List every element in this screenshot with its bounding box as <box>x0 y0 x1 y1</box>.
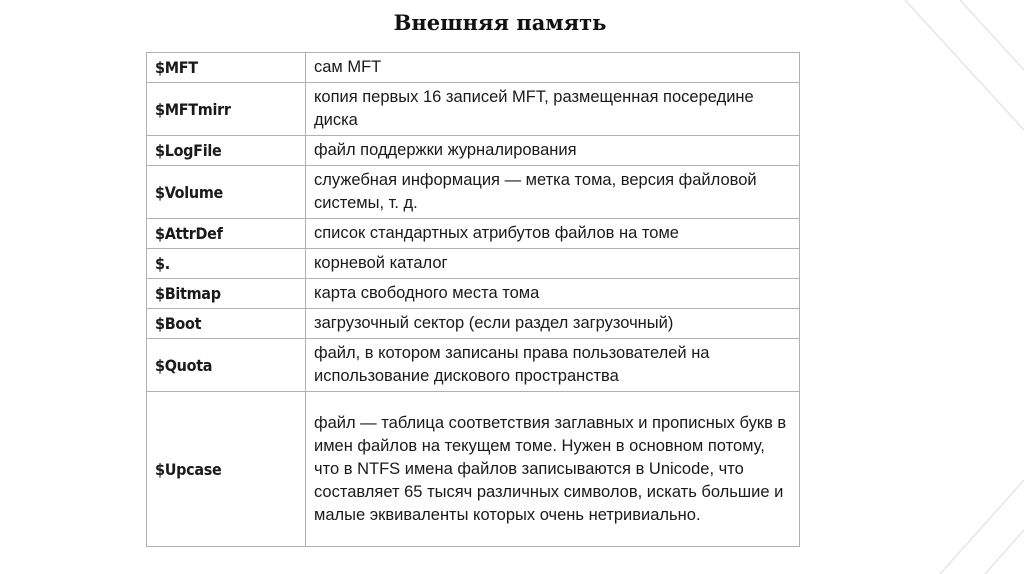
page-title: Внешняя память <box>393 10 607 35</box>
metafile-description: файл, в котором записаны права пользователей на использование дискового пространства <box>306 339 800 392</box>
table-row <box>147 136 800 166</box>
table-row <box>147 279 800 309</box>
metafile-name: $Upcase <box>147 392 306 547</box>
table-row <box>147 392 800 547</box>
metafile-description: служебная информация — метка тома, версия файловой системы, т. д. <box>306 166 800 219</box>
table-row <box>147 219 800 249</box>
table-row <box>147 339 800 392</box>
table-row <box>147 166 800 219</box>
metafile-name: $LogFile <box>147 136 306 166</box>
metafile-description: файл — таблица соответствия заглавных и прописных букв в имен файлов на текущем томе. Нужен в основном потому, что в NTFS имена файлов записываются в Unicode, что составляет 65 тысяч различных символов, искать большие и малые эквиваленты которых очень нетривиально. <box>306 392 800 547</box>
metafile-description: сам MFT <box>306 53 800 83</box>
ntfs-metafiles-table <box>146 52 800 547</box>
metafile-description: карта свободного места тома <box>306 279 800 309</box>
table-row <box>147 83 800 136</box>
metafile-name: $Boot <box>147 309 306 339</box>
metafile-description: список стандартных атрибутов файлов на томе <box>306 219 800 249</box>
metafile-name: $AttrDef <box>147 219 306 249</box>
decor-line-4 <box>985 530 1024 574</box>
metafile-description: файл поддержки журналирования <box>306 136 800 166</box>
metafile-name: $Volume <box>147 166 306 219</box>
metafile-name: $Quota <box>147 339 306 392</box>
table-row <box>147 309 800 339</box>
metafile-description: корневой каталог <box>306 249 800 279</box>
metafile-name: $MFT <box>147 53 306 83</box>
metafile-name: $Bitmap <box>147 279 306 309</box>
metafile-name: $. <box>147 249 306 279</box>
decor-line-3 <box>940 480 1024 574</box>
table-row <box>147 53 800 83</box>
metafile-name: $MFTmirr <box>147 83 306 136</box>
table-row <box>147 249 800 279</box>
metafile-description: копия первых 16 записей MFT, размещенная посередине диска <box>306 83 800 136</box>
metafile-description: загрузочный сектор (если раздел загрузочный) <box>306 309 800 339</box>
